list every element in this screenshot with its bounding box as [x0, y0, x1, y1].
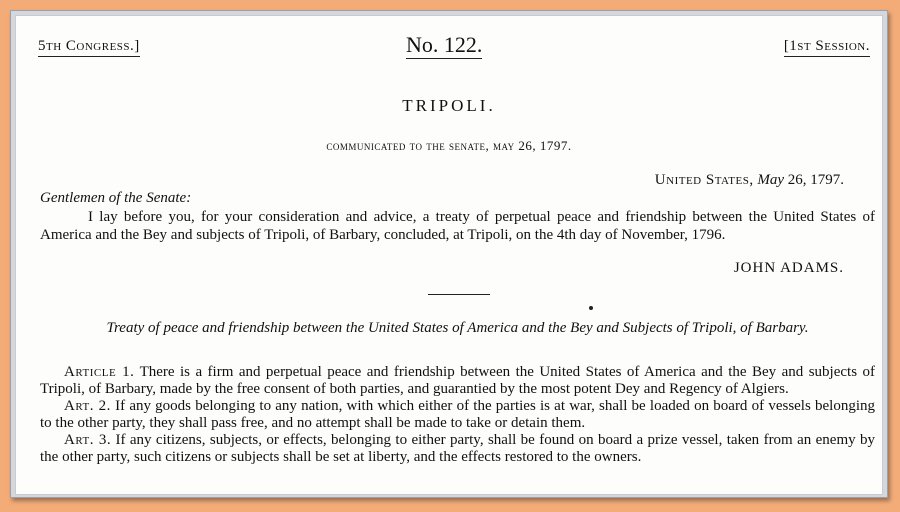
article-label: Art. 3.	[64, 432, 112, 448]
session-label: [1st Session.	[784, 38, 870, 57]
communicated-line: communicated to the senate, may 26, 1797.	[326, 138, 572, 153]
article-label: Art. 2.	[64, 398, 111, 414]
letter-body: I lay before you, for your consideration and advice, a treaty of perpetual peace and friendship between the United States of America and the Bey and subjects of Tripoli, of Barbary, concluded, at Tripoli, on the 4th day of November, 1796.	[40, 209, 875, 243]
article-text: There is a firm and perpetual peace and friendship between the United States of America and the Bey and subjects of Tripoli, of Barbary, made by the free consent of both parties, and guarantied by the most potent Dey and Regency of Algiers.	[40, 364, 875, 397]
articles-list	[40, 364, 875, 466]
signature: JOHN ADAMS.	[733, 260, 844, 276]
treaty-title: Treaty of peace and friendship between the United States of America and the Bey and Subjects of Tripoli, of Barbary.	[106, 320, 809, 336]
salutation: Gentlemen of the Senate:	[40, 190, 192, 206]
date-rest: 26, 1797.	[787, 172, 844, 188]
date-place: United States,	[654, 172, 754, 188]
document-frame	[10, 10, 888, 498]
section-divider	[428, 294, 490, 295]
document-title: TRIPOLI.	[402, 96, 496, 115]
date-month: May	[757, 172, 784, 188]
article-3	[40, 432, 875, 466]
article-1	[40, 364, 875, 398]
article-text: If any goods belonging to any nation, with which either of the parties is at war, shall be loaded on board of vessels belonging to the other party, they shall pass free, and no attempt shall be made to take or detain them.	[40, 398, 876, 431]
article-text: If any citizens, subjects, or effects, belonging to either party, shall be found on board a prize vessel, taken from an enemy by the other party, such citizens or subjects shall be set at liberty, and the effects restored to the owners.	[40, 432, 876, 465]
document-number: No. 122.	[406, 32, 483, 57]
article-2	[40, 398, 875, 432]
congress-label: 5th Congress.]	[38, 38, 140, 57]
document-page	[15, 15, 883, 495]
ink-dot	[589, 306, 593, 310]
article-label: Article 1.	[64, 364, 135, 380]
letter-date	[655, 172, 844, 189]
